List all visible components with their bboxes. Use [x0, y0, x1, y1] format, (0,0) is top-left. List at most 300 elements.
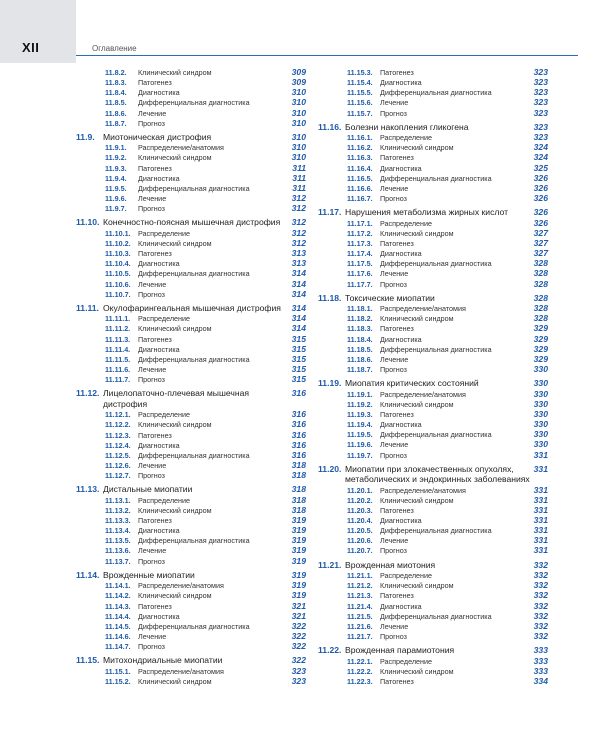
entry-title: Лечение	[138, 461, 167, 470]
toc-subsection-entry[interactable]	[318, 97, 548, 107]
entry-number: 11.20.3.	[347, 505, 373, 515]
toc-subsection-entry[interactable]	[318, 248, 548, 258]
toc-subsection-entry[interactable]	[76, 228, 306, 238]
entry-title: Клинический синдром	[138, 591, 212, 601]
entry-page: 332	[533, 559, 548, 570]
toc-subsection-entry[interactable]	[76, 183, 306, 193]
toc-subsection-entry[interactable]	[318, 344, 548, 354]
entry-number: 11.19.2.	[347, 399, 373, 409]
toc-subsection-entry[interactable]	[76, 525, 306, 535]
entry-number: 11.9.7.	[105, 204, 127, 214]
entry-title: Патогенез	[138, 430, 172, 440]
entry-title: Патогенез	[138, 78, 172, 88]
entry-number: 11.10.	[76, 217, 100, 228]
entry-title: Диагностика	[138, 440, 180, 450]
entry-page: 332	[533, 610, 548, 621]
entry-page: 321	[291, 600, 306, 611]
entry-page: 330	[533, 419, 548, 430]
entry-number: 11.18.6.	[347, 354, 373, 364]
toc-subsection-entry[interactable]	[318, 354, 548, 364]
entry-title: Дифференциальная диагностика	[138, 450, 250, 460]
entry-title: Лечение	[380, 269, 409, 279]
entry-page: 322	[291, 630, 306, 641]
toc-subsection-entry[interactable]	[318, 163, 548, 173]
toc-subsection-entry[interactable]	[76, 248, 306, 258]
entry-number: 11.15.4.	[347, 78, 373, 88]
entry-title: Митохондриальные миопатии	[103, 655, 223, 666]
entry-title: Патогенез	[138, 334, 172, 344]
entry-page: 330	[533, 388, 548, 399]
entry-page: 330	[533, 408, 548, 419]
entry-number: 11.19.3.	[347, 409, 373, 419]
toc-subsection-entry[interactable]	[318, 495, 548, 505]
entry-title: Клинический синдром	[138, 324, 212, 334]
entry-page: 331	[533, 504, 548, 515]
entry-title: Патогенез	[380, 676, 414, 686]
entry-title: Патогенез	[138, 601, 172, 611]
entry-number: 11.12.4.	[105, 440, 131, 450]
entry-title: Прогноз	[380, 279, 407, 289]
entry-page: 323	[533, 121, 548, 132]
toc-subsection-entry[interactable]	[318, 108, 548, 118]
entry-title: Патогенез	[380, 505, 414, 515]
toc-subsection-entry[interactable]	[318, 268, 548, 278]
entry-page: 319	[291, 525, 306, 536]
entry-number: 11.21.2.	[347, 581, 373, 591]
entry-number: 11.8.5.	[105, 98, 127, 108]
entry-title: Диагностика	[138, 526, 180, 536]
entry-title: Окулофарингеальная мышечная дистрофия	[103, 302, 281, 313]
entry-title: Клинический синдром	[380, 581, 454, 591]
toc-subsection-entry[interactable]	[318, 611, 548, 621]
toc-subsection-entry[interactable]	[76, 258, 306, 268]
entry-page: 326	[533, 207, 548, 218]
toc-subsection-entry[interactable]	[318, 132, 548, 142]
toc-subsection-entry[interactable]	[318, 218, 548, 228]
toc-subsection-entry[interactable]	[318, 323, 548, 333]
entry-title: Патогенез	[138, 249, 172, 259]
entry-page: 313	[291, 248, 306, 259]
toc-section-entry[interactable]	[318, 464, 548, 485]
toc-subsection-entry[interactable]	[318, 656, 548, 666]
toc-section-entry[interactable]	[318, 122, 548, 133]
toc-subsection-entry[interactable]	[318, 183, 548, 193]
toc-section-entry[interactable]	[76, 570, 306, 581]
entry-page: 310	[291, 131, 306, 142]
entry-page: 316	[291, 419, 306, 430]
toc-subsection-entry[interactable]	[76, 631, 306, 641]
entry-number: 11.21.1.	[347, 571, 373, 581]
toc-subsection-entry[interactable]	[76, 430, 306, 440]
toc-right-column	[318, 67, 548, 686]
entry-title: Лечение	[138, 194, 167, 204]
toc-section-entry[interactable]	[76, 388, 306, 409]
entry-page: 328	[533, 258, 548, 269]
toc-subsection-entry[interactable]	[318, 173, 548, 183]
toc-subsection-entry[interactable]	[318, 334, 548, 344]
entry-number: 11.18.	[318, 292, 342, 303]
toc-subsection-entry[interactable]	[76, 419, 306, 429]
toc-subsection-entry[interactable]	[318, 631, 548, 641]
entry-title: Миопатия критических состояний	[345, 378, 479, 389]
toc-subsection-entry[interactable]	[76, 77, 306, 87]
entry-page: 319	[291, 569, 306, 580]
toc-subsection-entry[interactable]	[76, 97, 306, 107]
entry-page: 328	[533, 278, 548, 289]
entry-page: 323	[291, 675, 306, 686]
toc-subsection-entry[interactable]	[76, 545, 306, 555]
entry-title: Клинический синдром	[380, 143, 454, 153]
entry-page: 310	[291, 152, 306, 163]
entry-page: 318	[291, 494, 306, 505]
toc-section-entry[interactable]	[76, 217, 306, 228]
toc-left-column	[76, 67, 306, 686]
entry-number: 11.19.1.	[347, 389, 373, 399]
entry-title: Лечение	[138, 546, 167, 556]
entry-page: 319	[291, 515, 306, 526]
entry-number: 11.9.2.	[105, 153, 127, 163]
toc-section-entry[interactable]	[318, 293, 548, 304]
toc-subsection-entry[interactable]	[76, 87, 306, 97]
toc-subsection-entry[interactable]	[318, 545, 548, 555]
toc-subsection-entry[interactable]	[318, 580, 548, 590]
entry-number: 11.18.5.	[347, 344, 373, 354]
toc-subsection-entry[interactable]	[76, 580, 306, 590]
entry-number: 11.20.4.	[347, 516, 373, 526]
entry-number: 11.14.7.	[105, 642, 131, 652]
entry-page: 332	[533, 630, 548, 641]
entry-number: 11.10.2.	[105, 238, 131, 248]
entry-page: 331	[533, 545, 548, 556]
toc-subsection-entry[interactable]	[318, 409, 548, 419]
toc-section-entry[interactable]	[76, 484, 306, 495]
entry-number: 11.14.4.	[105, 611, 131, 621]
entry-number: 11.16.5.	[347, 173, 373, 183]
entry-title: Патогенез	[138, 163, 172, 173]
toc-subsection-entry[interactable]	[318, 142, 548, 152]
toc-subsection-entry[interactable]	[318, 399, 548, 409]
entry-page: 331	[533, 449, 548, 460]
entry-title: Лечение	[138, 365, 167, 375]
entry-title: Лечение	[138, 108, 167, 118]
toc-section-entry[interactable]	[76, 303, 306, 314]
entry-title: Врожденная миотония	[345, 559, 436, 570]
toc-subsection-entry[interactable]	[318, 193, 548, 203]
toc-subsection-entry[interactable]	[76, 641, 306, 651]
entry-page: 330	[533, 439, 548, 450]
toc-subsection-entry[interactable]	[318, 258, 548, 268]
entry-number: 11.15.2.	[105, 676, 131, 686]
toc-subsection-entry[interactable]	[318, 228, 548, 238]
toc-subsection-entry[interactable]	[318, 525, 548, 535]
entry-title: Клинический синдром	[380, 495, 454, 505]
entry-page: 315	[291, 374, 306, 385]
entry-page: 315	[291, 343, 306, 354]
entry-title: Клинический синдром	[138, 153, 212, 163]
entry-number: 11.8.7.	[105, 118, 127, 128]
toc-subsection-entry[interactable]	[318, 419, 548, 429]
toc-subsection-entry[interactable]	[76, 556, 306, 566]
toc-subsection-entry[interactable]	[76, 67, 306, 77]
toc-subsection-entry[interactable]	[76, 676, 306, 686]
entry-number: 11.21.6.	[347, 621, 373, 631]
toc-subsection-entry[interactable]	[76, 142, 306, 152]
toc-subsection-entry[interactable]	[318, 439, 548, 449]
entry-number: 11.17.	[318, 207, 342, 218]
entry-title: Лицелопаточно-плечевая мышечная дистрофия	[103, 388, 250, 409]
toc-subsection-entry[interactable]	[76, 611, 306, 621]
entry-number: 11.20.2.	[347, 495, 373, 505]
toc-subsection-entry[interactable]	[76, 173, 306, 183]
running-header: Оглавление	[92, 44, 137, 53]
entry-number: 11.15.5.	[347, 88, 373, 98]
entry-number: 11.12.	[76, 388, 100, 399]
entry-page: 323	[533, 67, 548, 77]
entry-title: Прогноз	[138, 642, 165, 652]
entry-number: 11.16.1.	[347, 133, 373, 143]
toc-subsection-entry[interactable]	[76, 364, 306, 374]
entry-page: 327	[533, 227, 548, 238]
entry-number: 11.11.1.	[105, 314, 131, 324]
entry-page: 325	[533, 162, 548, 173]
entry-title: Дифференциальная диагностика	[380, 526, 492, 536]
entry-number: 11.13.4.	[105, 526, 131, 536]
entry-number: 11.17.3.	[347, 238, 373, 248]
entry-page: 321	[291, 610, 306, 621]
toc-subsection-entry[interactable]	[318, 67, 548, 77]
entry-title: Лечение	[138, 279, 167, 289]
entry-number: 11.14.3.	[105, 601, 131, 611]
entry-title: Диагностика	[380, 334, 422, 344]
toc-subsection-entry[interactable]	[76, 323, 306, 333]
toc-subsection-entry[interactable]	[76, 470, 306, 480]
entry-title: Лечение	[380, 621, 409, 631]
entry-title: Диагностика	[380, 420, 422, 430]
entry-number: 11.21.3.	[347, 591, 373, 601]
entry-number: 11.10.7.	[105, 289, 131, 299]
entry-number: 11.11.4.	[105, 344, 131, 354]
toc-subsection-entry[interactable]	[318, 429, 548, 439]
toc-section-entry[interactable]	[318, 378, 548, 389]
toc-subsection-entry[interactable]	[76, 152, 306, 162]
toc-subsection-entry[interactable]	[318, 77, 548, 87]
toc-subsection-entry[interactable]	[318, 515, 548, 525]
toc-subsection-entry[interactable]	[76, 354, 306, 364]
toc-subsection-entry[interactable]	[76, 450, 306, 460]
entry-number: 11.18.3.	[347, 324, 373, 334]
toc-subsection-entry[interactable]	[318, 279, 548, 289]
entry-page: 318	[291, 460, 306, 470]
entry-title: Дифференциальная диагностика	[138, 269, 250, 279]
entry-title: Дифференциальная диагностика	[380, 173, 492, 183]
entry-number: 11.10.3.	[105, 249, 131, 259]
entry-number: 11.11.3.	[105, 334, 131, 344]
toc-subsection-entry[interactable]	[318, 590, 548, 600]
toc-subsection-entry[interactable]	[318, 450, 548, 460]
entry-number: 11.20.5.	[347, 526, 373, 536]
toc-subsection-entry[interactable]	[76, 505, 306, 515]
entry-number: 11.15.	[76, 655, 100, 666]
entry-number: 11.12.1.	[105, 410, 131, 420]
entry-title: Диагностика	[138, 173, 180, 183]
entry-title: Распределение/анатомия	[380, 485, 466, 495]
toc-subsection-entry[interactable]	[76, 374, 306, 384]
toc-subsection-entry[interactable]	[318, 505, 548, 515]
entry-page: 326	[533, 217, 548, 228]
toc-section-entry[interactable]	[76, 132, 306, 143]
toc-subsection-entry[interactable]	[318, 621, 548, 631]
entry-number: 11.10.4.	[105, 259, 131, 269]
toc-subsection-entry[interactable]	[76, 163, 306, 173]
entry-page: 329	[533, 333, 548, 344]
entry-page: 331	[533, 515, 548, 526]
entry-number: 11.22.	[318, 645, 342, 656]
toc-subsection-entry[interactable]	[76, 515, 306, 525]
entry-number: 11.9.5.	[105, 183, 127, 193]
entry-page: 314	[291, 323, 306, 334]
entry-page: 331	[533, 525, 548, 536]
entry-page: 330	[533, 378, 548, 389]
toc-subsection-entry[interactable]	[76, 238, 306, 248]
toc-subsection-entry[interactable]	[76, 193, 306, 203]
toc-subsection-entry[interactable]	[318, 485, 548, 495]
entry-title: Дифференциальная диагностика	[380, 611, 492, 621]
entry-title: Дифференциальная диагностика	[138, 98, 250, 108]
entry-number: 11.16.4.	[347, 163, 373, 173]
toc-section-entry[interactable]	[318, 645, 548, 656]
entry-number: 11.11.	[76, 302, 99, 313]
entry-page: 310	[291, 117, 306, 128]
entry-title: Патогенез	[380, 591, 414, 601]
entry-title: Прогноз	[380, 194, 407, 204]
entry-title: Клинический синдром	[138, 238, 212, 248]
toc-subsection-entry[interactable]	[318, 389, 548, 399]
entry-number: 11.13.	[76, 484, 100, 495]
toc-subsection-entry[interactable]	[318, 535, 548, 545]
toc-subsection-entry[interactable]	[318, 676, 548, 686]
entry-number: 11.17.1.	[347, 218, 373, 228]
toc-subsection-entry[interactable]	[76, 621, 306, 631]
toc-subsection-entry[interactable]	[76, 666, 306, 676]
entry-title: Прогноз	[138, 289, 165, 299]
toc-subsection-entry[interactable]	[76, 268, 306, 278]
toc-subsection-entry[interactable]	[76, 118, 306, 128]
entry-page: 332	[533, 590, 548, 601]
entry-number: 11.12.7.	[105, 471, 131, 481]
entry-page: 309	[291, 77, 306, 88]
toc-subsection-entry[interactable]	[76, 108, 306, 118]
entry-number: 11.22.3.	[347, 676, 373, 686]
entry-page: 331	[533, 484, 548, 495]
entry-number: 11.11.2.	[105, 324, 131, 334]
toc-section-entry[interactable]	[318, 560, 548, 571]
entry-number: 11.21.5.	[347, 611, 373, 621]
entry-page: 329	[533, 353, 548, 364]
entry-title: Прогноз	[138, 556, 165, 566]
toc-subsection-entry[interactable]	[76, 440, 306, 450]
entry-title: Распределение/анатомия	[138, 581, 224, 591]
entry-title: Болезни накопления гликогена	[345, 121, 469, 132]
entry-number: 11.13.1.	[105, 495, 131, 505]
entry-page: 329	[533, 343, 548, 354]
toc-subsection-entry[interactable]	[318, 152, 548, 162]
entry-page: 314	[291, 302, 306, 313]
entry-number: 11.8.3.	[105, 78, 127, 88]
toc-section-entry[interactable]	[318, 207, 548, 218]
toc-subsection-entry[interactable]	[76, 535, 306, 545]
toc-subsection-entry[interactable]	[318, 313, 548, 323]
toc-subsection-entry[interactable]	[76, 409, 306, 419]
entry-page: 312	[291, 227, 306, 238]
entry-page: 332	[533, 580, 548, 591]
entry-page: 318	[291, 470, 306, 481]
toc-subsection-entry[interactable]	[76, 289, 306, 299]
toc-subsection-entry[interactable]	[76, 279, 306, 289]
entry-number: 11.17.5.	[347, 259, 373, 269]
entry-page: 327	[533, 248, 548, 259]
entry-title: Распределение/анатомия	[138, 666, 224, 676]
entry-title: Прогноз	[380, 450, 407, 460]
toc-subsection-entry[interactable]	[76, 313, 306, 323]
entry-title: Клинический синдром	[380, 399, 454, 409]
entry-page: 315	[291, 333, 306, 344]
entry-number: 11.19.6.	[347, 440, 373, 450]
entry-number: 11.21.7.	[347, 631, 373, 641]
entry-number: 11.10.1.	[105, 228, 131, 238]
entry-page: 314	[291, 313, 306, 324]
toc-subsection-entry[interactable]	[76, 460, 306, 470]
toc-subsection-entry[interactable]	[76, 601, 306, 611]
toc-subsection-entry[interactable]	[318, 570, 548, 580]
toc-subsection-entry[interactable]	[318, 87, 548, 97]
toc-subsection-entry[interactable]	[318, 601, 548, 611]
toc-subsection-entry[interactable]	[76, 334, 306, 344]
toc-subsection-entry[interactable]	[76, 203, 306, 213]
toc-subsection-entry[interactable]	[318, 238, 548, 248]
entry-title: Дифференциальная диагностика	[380, 344, 492, 354]
entry-page: 333	[533, 655, 548, 666]
entry-number: 11.20.7.	[347, 546, 373, 556]
entry-title: Клинический синдром	[138, 420, 212, 430]
entry-title: Конечностно-поясная мышечная дистрофия	[103, 217, 281, 228]
toc-subsection-entry[interactable]	[76, 495, 306, 505]
entry-number: 11.17.2.	[347, 228, 373, 238]
entry-number: 11.16.3.	[347, 153, 373, 163]
toc-section-entry[interactable]	[76, 655, 306, 666]
entry-number: 11.14.2.	[105, 591, 131, 601]
entry-title: Распределение/анатомия	[380, 389, 466, 399]
toc-subsection-entry[interactable]	[76, 344, 306, 354]
entry-title: Лечение	[380, 440, 409, 450]
entry-number: 11.18.4.	[347, 334, 373, 344]
toc-subsection-entry[interactable]	[76, 590, 306, 600]
entry-page: 316	[291, 409, 306, 420]
toc-subsection-entry[interactable]	[318, 364, 548, 374]
entry-number: 11.22.2.	[347, 666, 373, 676]
toc-subsection-entry[interactable]	[318, 666, 548, 676]
entry-title: Миотоническая дистрофия	[103, 131, 212, 142]
entry-page: 323	[533, 97, 548, 108]
entry-title: Диагностика	[138, 259, 180, 269]
entry-number: 11.22.1.	[347, 656, 373, 666]
entry-page: 323	[533, 87, 548, 98]
entry-title: Лечение	[380, 183, 409, 193]
entry-number: 11.8.4.	[105, 88, 127, 98]
entry-page: 315	[291, 364, 306, 375]
entry-number: 11.12.5.	[105, 450, 131, 460]
toc-subsection-entry[interactable]	[318, 303, 548, 313]
entry-title: Прогноз	[138, 204, 165, 214]
